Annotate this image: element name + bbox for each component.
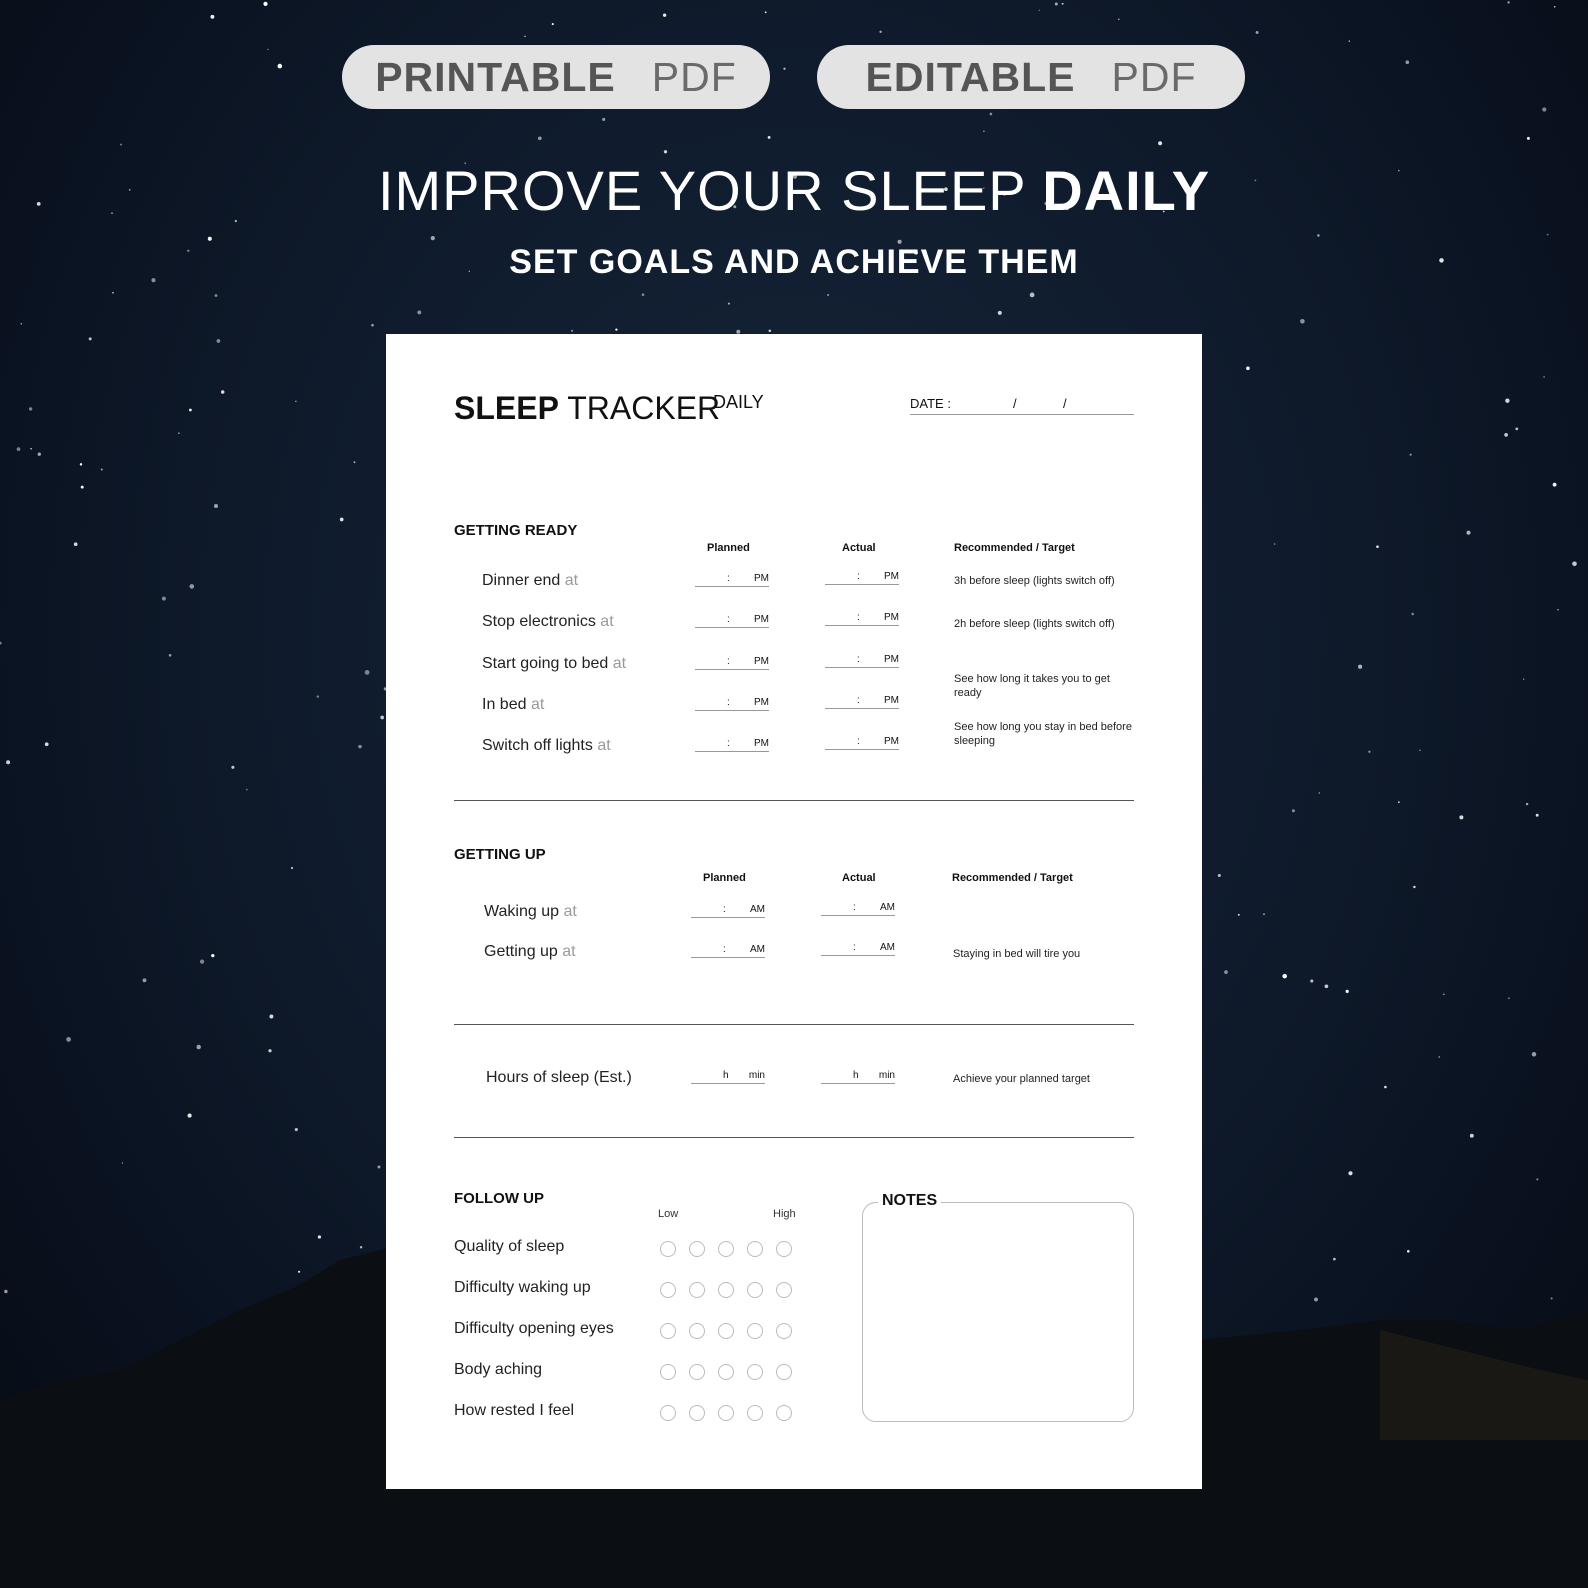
star [431, 236, 435, 240]
notes-box[interactable] [862, 1202, 1134, 1422]
star [101, 468, 103, 470]
row-label-text: Switch off lights [482, 737, 593, 754]
star [214, 504, 218, 508]
title-light: TRACKER [567, 390, 721, 426]
getting-ready-heading: GETTING READY [454, 522, 578, 539]
rating-circle[interactable] [776, 1405, 792, 1421]
rating-circle[interactable] [747, 1364, 763, 1380]
headline-bold: DAILY [1042, 159, 1211, 222]
star [827, 294, 829, 296]
col-actual: Actual [842, 542, 876, 554]
star [1376, 545, 1379, 548]
star [231, 766, 234, 769]
star [1039, 10, 1040, 11]
badge-bold-text: EDITABLE [865, 53, 1076, 100]
date-field[interactable] [910, 414, 1134, 415]
rating-circle[interactable] [718, 1241, 734, 1257]
badge-light-text: PDF [651, 53, 737, 100]
star [1118, 18, 1120, 20]
star [221, 390, 225, 394]
follow-up-heading: FOLLOW UP [454, 1190, 544, 1207]
row-label [484, 903, 577, 921]
star [1300, 319, 1305, 324]
time-suffix: PM [884, 736, 899, 747]
colon: : [857, 571, 860, 582]
star [38, 453, 41, 456]
time-suffix: PM [754, 738, 769, 749]
planned-time-field[interactable] [695, 573, 769, 587]
colon: : [857, 736, 860, 747]
colon: : [857, 695, 860, 706]
star [162, 597, 166, 601]
min-unit: min [748, 1070, 765, 1081]
star [189, 584, 194, 589]
star [215, 294, 218, 297]
star [20, 323, 22, 325]
row-label-at: at [600, 613, 614, 630]
rating-circle[interactable] [689, 1405, 705, 1421]
col-recommended: Recommended / Target [954, 542, 1075, 554]
rating-circle[interactable] [689, 1282, 705, 1298]
star [1274, 543, 1276, 545]
star [1523, 678, 1524, 679]
star [1218, 874, 1221, 877]
recommendation-text: Staying in bed will tire you [953, 948, 1081, 960]
rating-circle[interactable] [718, 1364, 734, 1380]
star [81, 486, 84, 489]
star [1055, 3, 1058, 6]
actual-time-field[interactable] [825, 695, 899, 709]
star [200, 959, 204, 963]
star [1547, 234, 1549, 236]
row-label-text: Start going to bed [482, 655, 609, 672]
follow-up-item: Quality of sleep [454, 1238, 565, 1255]
rating-circle[interactable] [660, 1364, 676, 1380]
recommendation-text: See how long it takes you to get ready [954, 673, 1110, 699]
rating-circle[interactable] [689, 1323, 705, 1339]
star [211, 954, 214, 957]
star [340, 518, 344, 522]
planned-time-field[interactable] [695, 656, 769, 670]
star [1443, 993, 1445, 995]
rating-circle[interactable] [660, 1241, 676, 1257]
title-sup: DAILY [713, 392, 764, 412]
headline [0, 158, 1588, 223]
star [1527, 137, 1530, 140]
rating-circle[interactable] [776, 1323, 792, 1339]
star [189, 409, 192, 412]
rating-circle[interactable] [660, 1405, 676, 1421]
colon: : [853, 902, 856, 913]
actual-time-field[interactable] [825, 612, 899, 626]
rating-circle[interactable] [660, 1323, 676, 1339]
follow-up-item: Difficulty opening eyes [454, 1320, 614, 1337]
row-label-text: In bed [482, 696, 527, 713]
star [1557, 609, 1558, 610]
divider [454, 1137, 1134, 1138]
star [571, 330, 573, 332]
star [1062, 3, 1064, 5]
star [552, 23, 554, 25]
star [879, 31, 881, 33]
star [1406, 60, 1410, 64]
star [1505, 399, 1509, 403]
rating-circle[interactable] [776, 1282, 792, 1298]
scale-low: Low [658, 1208, 679, 1220]
star [1310, 979, 1313, 982]
actual-time-field[interactable] [821, 902, 895, 916]
col-planned: Planned [707, 542, 750, 554]
min-unit: min [878, 1070, 895, 1081]
star [1410, 454, 1412, 456]
planned-time-field[interactable] [695, 614, 769, 628]
colon: : [727, 738, 730, 749]
hours-rec: Achieve your planned target [953, 1073, 1090, 1085]
editable-pdf-badge [817, 45, 1245, 109]
date-slash: / [1013, 396, 1017, 411]
row-label [482, 737, 611, 755]
time-suffix: PM [754, 614, 769, 625]
star [1358, 665, 1362, 669]
star [783, 68, 785, 70]
h-unit: h [723, 1070, 729, 1081]
star [1413, 886, 1415, 888]
rating-circle[interactable] [718, 1323, 734, 1339]
follow-up-item: Body aching [454, 1361, 543, 1378]
star [1508, 997, 1510, 999]
colon: : [857, 654, 860, 665]
star [1526, 803, 1528, 805]
hours-actual-field[interactable] [821, 1070, 895, 1084]
date-slash: / [1063, 396, 1067, 411]
planned-time-field[interactable] [691, 944, 765, 958]
rating-circle[interactable] [747, 1241, 763, 1257]
row-label-at: at [562, 943, 576, 960]
star [1411, 613, 1414, 616]
star [30, 448, 32, 450]
star [268, 1049, 271, 1052]
star [1368, 751, 1370, 753]
headline-light: IMPROVE YOUR SLEEP [377, 159, 1043, 222]
star [1319, 792, 1320, 793]
rating-circle[interactable] [747, 1405, 763, 1421]
star [768, 329, 771, 332]
star [1507, 1, 1509, 3]
star [728, 303, 730, 305]
star [246, 789, 248, 791]
star [1419, 750, 1421, 752]
star [358, 745, 361, 748]
star [765, 11, 767, 13]
star [6, 760, 10, 764]
star [1158, 141, 1162, 145]
row-label-at: at [612, 655, 627, 672]
col-recommended: Recommended / Target [952, 872, 1073, 884]
star [1282, 974, 1287, 979]
star [178, 432, 180, 434]
star [1317, 234, 1319, 236]
rating-circle[interactable] [747, 1323, 763, 1339]
star [998, 311, 1002, 315]
star [66, 1037, 71, 1042]
time-suffix: PM [754, 573, 769, 584]
star [365, 670, 370, 675]
time-suffix: PM [884, 571, 899, 582]
star [143, 978, 147, 982]
rating-circle[interactable] [689, 1241, 705, 1257]
recommendation-text: 2h before sleep (lights switch off) [954, 618, 1115, 630]
star [1263, 913, 1265, 915]
badge-light-text: PDF [1111, 53, 1197, 100]
scale-high: High [773, 1208, 796, 1220]
star [983, 131, 985, 133]
time-suffix: PM [884, 654, 899, 665]
actual-time-field[interactable] [821, 942, 895, 956]
row-label-text: Stop electronics [482, 613, 596, 630]
tracker-sheet [386, 334, 1202, 1489]
colon: : [727, 573, 730, 584]
time-suffix: AM [750, 944, 765, 955]
sheet-title [454, 390, 720, 427]
star [17, 447, 21, 451]
star [642, 293, 645, 296]
planned-time-field[interactable] [695, 738, 769, 752]
star [1246, 367, 1250, 371]
star [278, 64, 283, 69]
title-bold: SLEEP [454, 390, 559, 426]
star [1438, 1056, 1439, 1057]
star [354, 461, 356, 463]
star [371, 324, 374, 327]
star [1256, 31, 1259, 34]
star [1543, 376, 1545, 378]
notes-label: NOTES [878, 1192, 941, 1210]
row-label [482, 655, 626, 673]
star [263, 2, 267, 6]
star [210, 15, 214, 19]
star [1572, 561, 1577, 566]
rating-circle[interactable] [718, 1282, 734, 1298]
actual-time-field[interactable] [825, 654, 899, 668]
star [217, 339, 221, 343]
star [1224, 970, 1228, 974]
rating-circle[interactable] [776, 1241, 792, 1257]
time-suffix: PM [884, 612, 899, 623]
row-label-text: Waking up [484, 903, 559, 920]
printable-pdf-badge [342, 45, 770, 109]
getting-up-heading: GETTING UP [454, 846, 546, 863]
star [80, 463, 82, 465]
star [291, 867, 293, 869]
star [1398, 801, 1400, 803]
star [602, 118, 605, 121]
rating-circle[interactable] [747, 1282, 763, 1298]
star [1470, 1134, 1474, 1138]
star [188, 1114, 192, 1118]
actual-time-field[interactable] [825, 571, 899, 585]
star [120, 144, 122, 146]
star [208, 237, 212, 241]
time-suffix: AM [880, 942, 895, 953]
rating-circle[interactable] [689, 1364, 705, 1380]
star [1325, 984, 1329, 988]
star [196, 1045, 200, 1049]
star [663, 14, 666, 17]
star [295, 401, 296, 402]
row-label-at: at [530, 696, 545, 713]
colon: : [853, 942, 856, 953]
follow-up-item: How rested I feel [454, 1402, 575, 1419]
star [1542, 107, 1546, 111]
date-label: DATE : [910, 396, 951, 411]
subheadline: SET GOALS AND ACHIEVE THEM [509, 243, 1079, 281]
planned-time-field[interactable] [691, 904, 765, 918]
star [1466, 531, 1470, 535]
time-suffix: AM [880, 902, 895, 913]
col-actual: Actual [842, 872, 876, 884]
row-label-at: at [597, 737, 611, 754]
row-label [482, 696, 544, 714]
star [1349, 40, 1350, 41]
star [615, 328, 617, 330]
row-label [482, 572, 578, 590]
divider [454, 800, 1134, 801]
star [269, 1015, 273, 1019]
star [1030, 293, 1035, 298]
divider [454, 1024, 1134, 1025]
star [0, 642, 2, 645]
star [1346, 990, 1349, 993]
star [89, 337, 92, 340]
hours-label: Hours of sleep (Est.) [486, 1069, 632, 1086]
star [380, 716, 384, 720]
star [1292, 809, 1295, 812]
colon: : [727, 614, 730, 625]
star [1459, 815, 1463, 819]
badge-bold-text: PRINTABLE [375, 53, 616, 100]
colon: : [723, 904, 726, 915]
row-label-at: at [564, 572, 579, 589]
colon: : [727, 656, 730, 667]
star [417, 310, 421, 314]
star [768, 136, 771, 139]
row-label [482, 613, 614, 631]
star [378, 1166, 381, 1169]
rating-circle[interactable] [776, 1364, 792, 1380]
hours-planned-field[interactable] [691, 1070, 765, 1084]
actual-time-field[interactable] [825, 736, 899, 750]
h-unit: h [853, 1070, 859, 1081]
star [1553, 483, 1557, 487]
colon: : [857, 612, 860, 623]
star [1554, 6, 1556, 8]
star [990, 113, 993, 116]
star [29, 407, 32, 410]
col-planned: Planned [703, 872, 746, 884]
star [1348, 1171, 1352, 1175]
star [1532, 1052, 1537, 1057]
star [169, 654, 172, 657]
time-suffix: AM [750, 904, 765, 915]
colon: : [723, 944, 726, 955]
star [112, 292, 114, 294]
row-label-at: at [563, 903, 577, 920]
star [1238, 914, 1240, 916]
follow-up-item: Difficulty waking up [454, 1279, 591, 1296]
colon: : [727, 697, 730, 708]
star [45, 742, 49, 746]
recommendation-text: See how long you stay in bed before sleeping [954, 721, 1132, 747]
rating-circle[interactable] [718, 1405, 734, 1421]
star [317, 695, 319, 697]
star [1384, 1086, 1387, 1089]
star [74, 542, 78, 546]
rating-circle[interactable] [660, 1282, 676, 1298]
star [664, 150, 667, 153]
star [1504, 433, 1508, 437]
star [538, 136, 542, 140]
planned-time-field[interactable] [695, 697, 769, 711]
recommendation-text: 3h before sleep (lights switch off) [954, 575, 1115, 587]
row-label [484, 943, 576, 961]
star [267, 49, 269, 51]
star [122, 1162, 124, 1164]
row-label-text: Getting up [484, 943, 558, 960]
time-suffix: PM [754, 697, 769, 708]
time-suffix: PM [754, 656, 769, 667]
star [295, 1128, 298, 1131]
row-label-text: Dinner end [482, 572, 561, 589]
time-suffix: PM [884, 695, 899, 706]
star [1536, 814, 1539, 817]
star [524, 36, 525, 37]
star [1515, 428, 1518, 431]
